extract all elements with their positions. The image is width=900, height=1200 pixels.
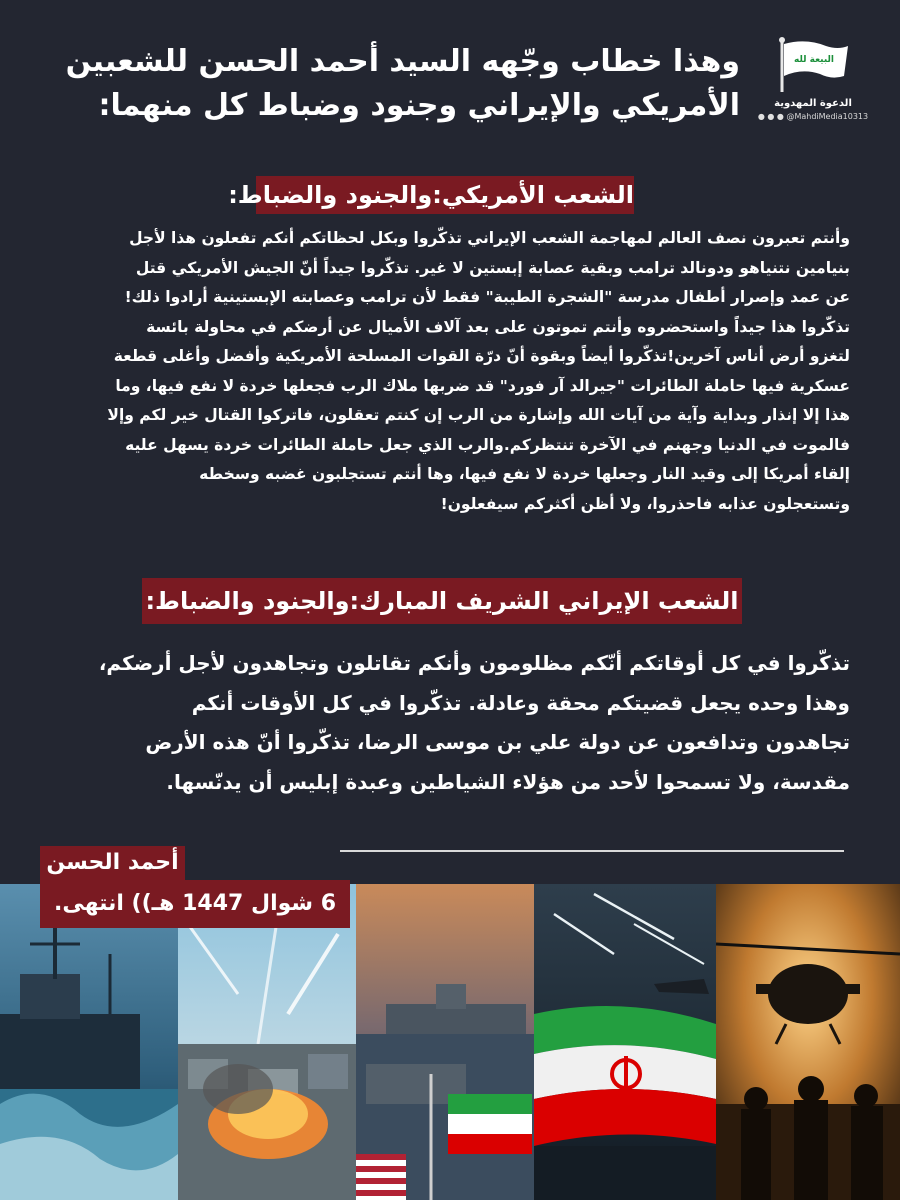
social-handle: ● ● ● @MahdiMedia10313 bbox=[757, 112, 869, 121]
text-line: عن عمد وإصرار أطفال مدرسة "الشجرة الطيبة" فقط لأن ترامب وعصابته الإبستينية أرادوا ذلك! bbox=[124, 288, 850, 306]
text-line: وأنتم تعبرون نصف العالم لمهاجمة الشعب الإيراني تذكّروا وبكل لحظاتكم أنكم تفعلون هذا لأجل bbox=[129, 229, 850, 247]
title-line: الأمريكي والإيراني وجنود وضباط كل منهما: bbox=[98, 88, 740, 123]
helicopter-soldiers-image bbox=[716, 884, 900, 1200]
section1-heading: الشعب الأمريكي:والجنود والضباط: bbox=[256, 176, 634, 214]
text-line: عسكرية فيها حاملة الطائرات "جيرالد آر فورد" قد ضربها ملاك الرب فجعلها خردة لا نفع فيها، وما bbox=[115, 376, 850, 395]
iran-flag-missiles-image bbox=[534, 884, 716, 1200]
section2-heading: الشعب الإيراني الشريف المبارك:والجنود والضباط: bbox=[142, 578, 742, 624]
missile-strike-port-image bbox=[178, 884, 356, 1200]
text-line: وتستعجلون عذابه فاحذروا، ولا أظن أكثركم سيفعلون! bbox=[440, 494, 850, 513]
signature-name: أحمد الحسن bbox=[40, 846, 185, 880]
org-logo bbox=[748, 36, 878, 136]
text-line: تذكّروا هذا جيداً واستحضروه وأنتم تموتون على بعد آلاف الأميال عن أرضكم في محاولة بائسة bbox=[146, 317, 850, 336]
text-line: مقدسة، ولا تسمحوا لأحد من هؤلاء الشياطين وعبدة إبليس أن يدنّسها. bbox=[166, 769, 850, 794]
naval-fleet-flags-image bbox=[356, 884, 534, 1200]
text-line: بنيامين نتنياهو ودونالد ترامب وبقية عصابة إبستين لا غير. تذكّروا جيداً أنّ الجيش الأمريكي قتل bbox=[135, 258, 850, 277]
page-title bbox=[65, 40, 740, 128]
title-line: وهذا خطاب وجّهه السيد أحمد الحسن للشعبين bbox=[65, 44, 740, 79]
signature-date: 6 شوال 1447 هـ)) انتهى. bbox=[40, 880, 350, 928]
text-line: لتغزو أرض أناس آخرين!تذكّروا أيضاً وبقوة أنّ درّة القوات المسلحة الأمريكية وأفضل وأغلى قطعة bbox=[113, 347, 850, 365]
logo-flag-text: البيعة لله bbox=[794, 55, 834, 65]
text-line: وهذا وحده يجعل قضيتكم محقة وعادلة. تذكّروا في كل الأوقات أنكم bbox=[191, 690, 850, 715]
ship-in-storm-image bbox=[0, 884, 178, 1200]
signature-divider bbox=[340, 850, 844, 852]
text-line: تجاهدون وتدافعون عن دولة علي بن موسى الرضا، تذكّروا أنّ هذه الأرض bbox=[145, 730, 850, 754]
text-line: فالموت في الدنيا وجهنم في الآخرة تنتظركم.والرب الذي جعل حاملة الطائرات خردة يسهل عليه bbox=[125, 435, 850, 454]
org-name: الدعوة المهدوية bbox=[774, 98, 852, 109]
text-line: هذا إلا إنذار وبداية وآية من آيات الله وإشارة من الرب إن كنتم تعقلون، فاتركوا القتال خير لكم وإلا bbox=[107, 406, 850, 424]
text-line: تذكّروا في كل أوقاتكم أنّكم مظلومون وأنكم تقاتلون وتجاهدون لأجل أرضكم، bbox=[98, 651, 850, 675]
flag-logo-icon bbox=[776, 36, 850, 94]
section2-paragraph bbox=[44, 644, 850, 802]
text-line: إلقاء أمريكا إلى وقيد النار وجعلها خردة لا نفع فيها، وها أنتم تستجلبون غضبه وسخطه bbox=[199, 465, 850, 483]
section1-paragraph bbox=[50, 224, 850, 519]
image-strip bbox=[0, 884, 900, 1200]
